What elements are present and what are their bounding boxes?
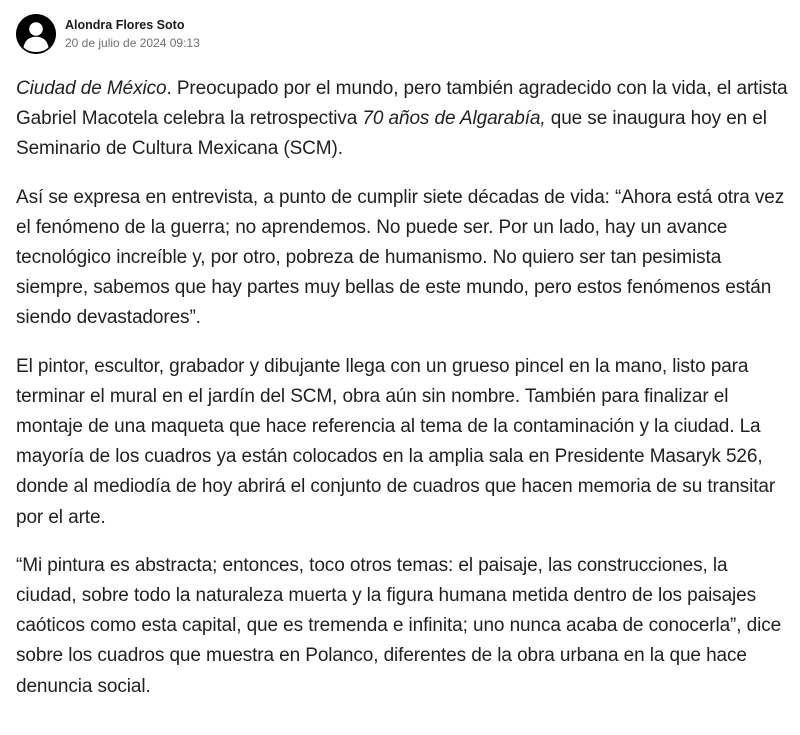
paragraph-1-text-a: . Preocupado por el mundo, pero también agradecido con la vida, el artista Gabriel Macotela celebra la retrospectiva (16, 78, 788, 130)
dateline-place: Ciudad de México (16, 78, 167, 99)
paragraph-3: El pintor, escultor, grabador y dibujante llega con un grueso pincel en la mano, listo para terminar el mural en el jardín del SCM, obra aún sin nombre. También para finalizar el montaje de una maqueta que hace referencia al tema de la contaminación y la ciudad. La mayoría de los cuadros ya están colocados en la amplia sala en Presidente Masaryk 526, donde al mediodía de hoy abrirá el conjunto de cuadros que hacen memoria de su transitar por el arte. (16, 355, 776, 528)
exhibition-title: 70 años de Algarabía, (362, 108, 546, 130)
article-body (16, 74, 792, 720)
post-date: 20 de julio de 2024 09:13 (65, 36, 200, 50)
paragraph-4: “Mi pintura es abstracta; entonces, toco otros temas: el paisaje, las construcciones, la ciudad, sobre todo la naturaleza muerta y la figura humana metida dentro de los paisajes caóticos como esta capital, que es tremenda e infinita; uno nunca acaba de conocerla”, dice sobre los cuadros que muestra en Polanco, diferentes de la obra urbana en la que hace denuncia social. (16, 554, 782, 697)
author-name[interactable]: Alondra Flores Soto (65, 18, 185, 32)
author-meta (65, 17, 200, 51)
paragraph-1-text-b: que se inaugura hoy en el Seminario de Cultura Mexicana (SCM). (16, 108, 767, 160)
author-header (16, 14, 200, 54)
paragraph-2: Así se expresa en entrevista, a punto de cumplir siete décadas de vida: “Ahora está otra vez el fenómeno de la guerra; no aprendemos. No puede ser. Por un lado, hay un avance tecnológico increíble y, por otro, pobreza de humanismo. No quiero ser tan pesimista siempre, sabemos que hay partes muy bellas de este mundo, pero estos fenómenos están siendo devastadores”. (16, 186, 785, 329)
paragraph-1 (16, 74, 792, 165)
user-silhouette-icon[interactable] (16, 14, 56, 54)
